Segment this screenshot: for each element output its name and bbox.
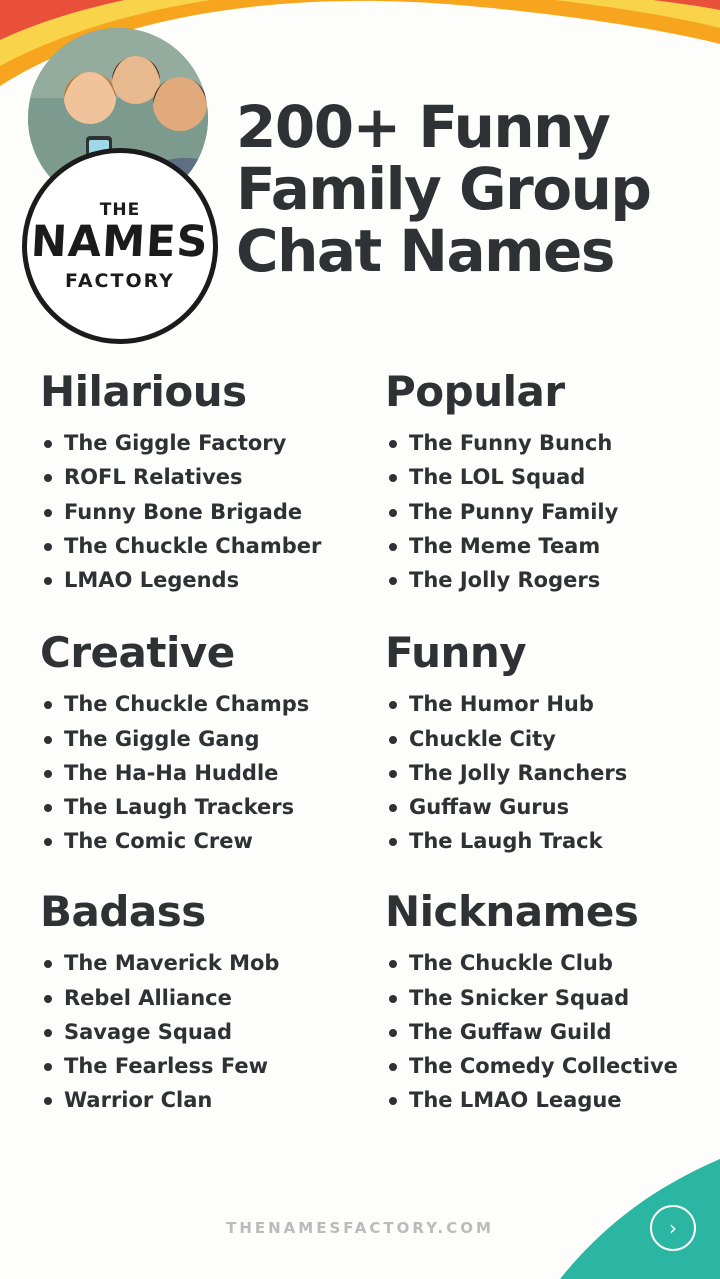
group-list bbox=[40, 946, 367, 1117]
list-item: Savage Squad bbox=[64, 1015, 367, 1049]
group-funny bbox=[385, 628, 694, 858]
group-list bbox=[385, 687, 694, 858]
list-item: Funny Bone Brigade bbox=[64, 495, 367, 529]
list-item: The Laugh Track bbox=[409, 824, 694, 858]
list-item: Rebel Alliance bbox=[64, 981, 367, 1015]
group-list bbox=[385, 946, 694, 1117]
logo-block bbox=[14, 28, 224, 328]
group-title: Badass bbox=[40, 887, 206, 937]
left-column bbox=[40, 367, 367, 1146]
list-item: The Guffaw Guild bbox=[409, 1015, 694, 1049]
list-item: The Maverick Mob bbox=[64, 946, 367, 980]
logo-factory: FACTORY bbox=[65, 270, 175, 292]
group-title: Creative bbox=[40, 628, 235, 678]
name-lists bbox=[0, 367, 720, 1146]
list-item: The Jolly Ranchers bbox=[409, 756, 694, 790]
page-title: 200+ Funny Family Group Chat Names bbox=[236, 93, 651, 286]
list-item: The Giggle Gang bbox=[64, 722, 367, 756]
list-item: The Laugh Trackers bbox=[64, 790, 367, 824]
list-item: The Fearless Few bbox=[64, 1049, 367, 1083]
group-nicknames bbox=[385, 887, 694, 1117]
group-list bbox=[385, 426, 694, 597]
group-title: Popular bbox=[385, 367, 565, 416]
group-title: Nicknames bbox=[385, 887, 639, 937]
list-item: ROFL Relatives bbox=[64, 460, 367, 494]
list-item: Chuckle City bbox=[409, 722, 694, 756]
group-title: Funny bbox=[385, 628, 527, 678]
header bbox=[0, 0, 720, 350]
list-item: The Chuckle Chamber bbox=[64, 529, 367, 563]
list-item: The Funny Bunch bbox=[409, 426, 694, 460]
list-item: LMAO Legends bbox=[64, 563, 367, 597]
group-list bbox=[40, 687, 367, 858]
list-item: Guffaw Gurus bbox=[409, 790, 694, 824]
list-item: The Humor Hub bbox=[409, 687, 694, 721]
list-item: The Meme Team bbox=[409, 529, 694, 563]
group-hilarious bbox=[40, 367, 367, 597]
right-column bbox=[367, 367, 694, 1146]
footer bbox=[0, 1159, 720, 1279]
next-arrow-icon[interactable]: › bbox=[650, 1205, 696, 1251]
list-item: The Ha-Ha Huddle bbox=[64, 756, 367, 790]
site-url: THENAMESFACTORY.COM bbox=[226, 1219, 494, 1237]
group-list bbox=[40, 426, 367, 597]
list-item: The Punny Family bbox=[409, 495, 694, 529]
list-item: The Snicker Squad bbox=[409, 981, 694, 1015]
list-item: The LOL Squad bbox=[409, 460, 694, 494]
list-item: The Comedy Collective bbox=[409, 1049, 694, 1083]
logo-the: THE bbox=[99, 200, 141, 220]
list-item: The Jolly Rogers bbox=[409, 563, 694, 597]
group-badass bbox=[40, 887, 367, 1117]
list-item: The Comic Crew bbox=[64, 824, 367, 858]
group-popular bbox=[385, 367, 694, 597]
group-title: Hilarious bbox=[40, 367, 247, 416]
list-item: The Giggle Factory bbox=[64, 426, 367, 460]
list-item: Warrior Clan bbox=[64, 1083, 367, 1117]
brand-logo bbox=[22, 148, 218, 344]
list-item: The Chuckle Club bbox=[409, 946, 694, 980]
list-item: The Chuckle Champs bbox=[64, 687, 367, 721]
group-creative bbox=[40, 628, 367, 858]
list-item: The LMAO League bbox=[409, 1083, 694, 1117]
logo-names: NAMES bbox=[30, 217, 211, 267]
